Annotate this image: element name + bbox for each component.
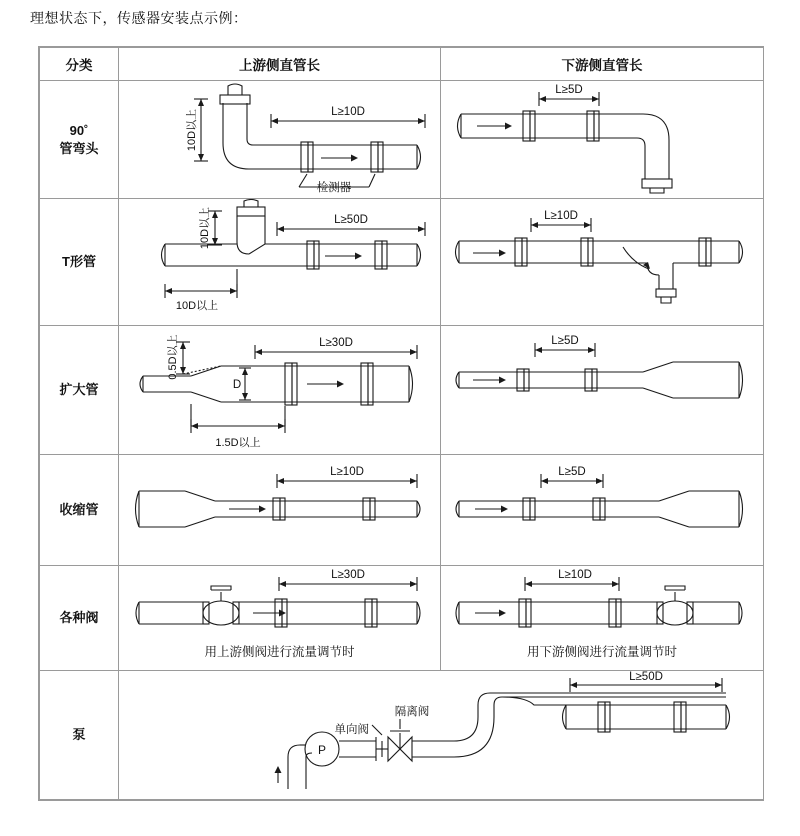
label-length-downstream: L≥5D [558, 466, 586, 478]
label-check-valve: 单向阀 [334, 724, 369, 736]
diagram-downstream-valves [441, 566, 763, 670]
cell-upstream-valves [119, 566, 441, 671]
diagram-upstream-reducer [119, 455, 440, 565]
table-row [40, 81, 764, 199]
cell-downstream-reducer [441, 455, 764, 566]
header-upstream: 上游侧直管长 [119, 48, 441, 81]
label-pump: P [317, 743, 327, 757]
category-line1: 扩大管 [59, 382, 99, 398]
diagram-upstream-expander [119, 326, 440, 454]
label-length-downstream: L≥10D [544, 210, 578, 222]
reducer-downstream-svg [447, 455, 757, 561]
expander-downstream-svg [447, 326, 757, 450]
expander-upstream-svg [125, 326, 435, 450]
label-length-upstream: L≥30D [318, 337, 353, 349]
cell-downstream-valves [441, 566, 764, 671]
category-line1: T形管 [62, 254, 96, 270]
label-length-upstream: L≥30D [330, 569, 365, 581]
row-category-expander [40, 326, 119, 455]
table-header-row [40, 48, 764, 81]
installation-table-container [38, 46, 764, 801]
label-vertical-upstream: 0.5D以上 [166, 334, 179, 380]
valve-upstream-svg [125, 566, 435, 646]
diagram-downstream-reducer [441, 455, 763, 565]
label-vertical-upstream: 10D以上 [185, 108, 198, 152]
label-length-upstream: L≥10D [329, 466, 364, 478]
category-line2: 管弯头 [59, 140, 99, 156]
cell-upstream-t-pipe [119, 199, 441, 326]
category-line1: 90˚ [69, 122, 89, 138]
diagram-downstream-expander [441, 326, 763, 454]
table-row [40, 199, 764, 326]
diagram-upstream-valves [119, 566, 440, 670]
installation-table [39, 47, 764, 800]
category-line1: 泵 [72, 727, 86, 743]
valve-downstream-svg [447, 566, 757, 646]
t-pipe-upstream-svg [125, 199, 435, 321]
category-line1: 各种阀 [59, 610, 99, 626]
intro-text: 理想状态下，传感器安装点示例： [30, 10, 248, 26]
label-length-downstream: L≥10D [558, 569, 592, 581]
label-vertical-upstream: 10D以上 [198, 206, 211, 250]
diagram-downstream-t-pipe [441, 199, 763, 325]
table-header [40, 48, 764, 81]
row-category-valves [40, 566, 119, 671]
row-category-elbow-90 [40, 81, 119, 199]
note-upstream-valves: 用上游侧阀进行流量调节时 [204, 645, 355, 659]
label-isolation-valve: 隔离阀 [394, 706, 430, 718]
note-downstream-valves: 用下游侧阀进行流量调节时 [526, 645, 677, 659]
label-length-downstream: L≥5D [555, 84, 583, 96]
label-length-downstream: L≥5D [551, 335, 579, 347]
row-category-reducer [40, 455, 119, 566]
diagram-pump [119, 671, 763, 799]
label-length-upstream: L≥10D [330, 106, 365, 118]
diagram-upstream-t-pipe [119, 199, 440, 325]
cell-downstream-expander [441, 326, 764, 455]
table-row [40, 455, 764, 566]
label-length-upstream: L≥50D [333, 214, 368, 226]
cell-downstream-elbow-90 [441, 81, 764, 199]
t-pipe-downstream-svg [447, 199, 757, 321]
table-body [40, 81, 764, 800]
cell-upstream-elbow-90 [119, 81, 441, 199]
table-row [40, 671, 764, 800]
table-row [40, 326, 764, 455]
cell-upstream-reducer [119, 455, 441, 566]
label-detector: 检测器 [316, 182, 351, 194]
label-bottom-upstream: 1.5D以上 [214, 437, 261, 449]
diagram-downstream-elbow-90 [441, 81, 763, 198]
cell-downstream-t-pipe [441, 199, 764, 326]
pump-svg [126, 671, 756, 795]
cell-diagram-pump [119, 671, 764, 800]
table-row [40, 566, 764, 671]
category-line1: 收缩管 [59, 502, 99, 518]
header-downstream: 下游侧直管长 [441, 48, 764, 81]
label-branch-upstream: 10D以上 [175, 300, 218, 312]
elbow-upstream-svg [125, 81, 435, 194]
reducer-upstream-svg [125, 455, 435, 561]
label-diameter: D [232, 379, 241, 391]
elbow-downstream-svg [447, 81, 757, 194]
diagram-upstream-elbow-90 [119, 81, 440, 198]
header-category: 分类 [40, 48, 119, 81]
row-category-pump [40, 671, 119, 800]
row-category-t-pipe [40, 199, 119, 326]
label-length-pump: L≥50D [629, 671, 663, 683]
cell-upstream-expander [119, 326, 441, 455]
